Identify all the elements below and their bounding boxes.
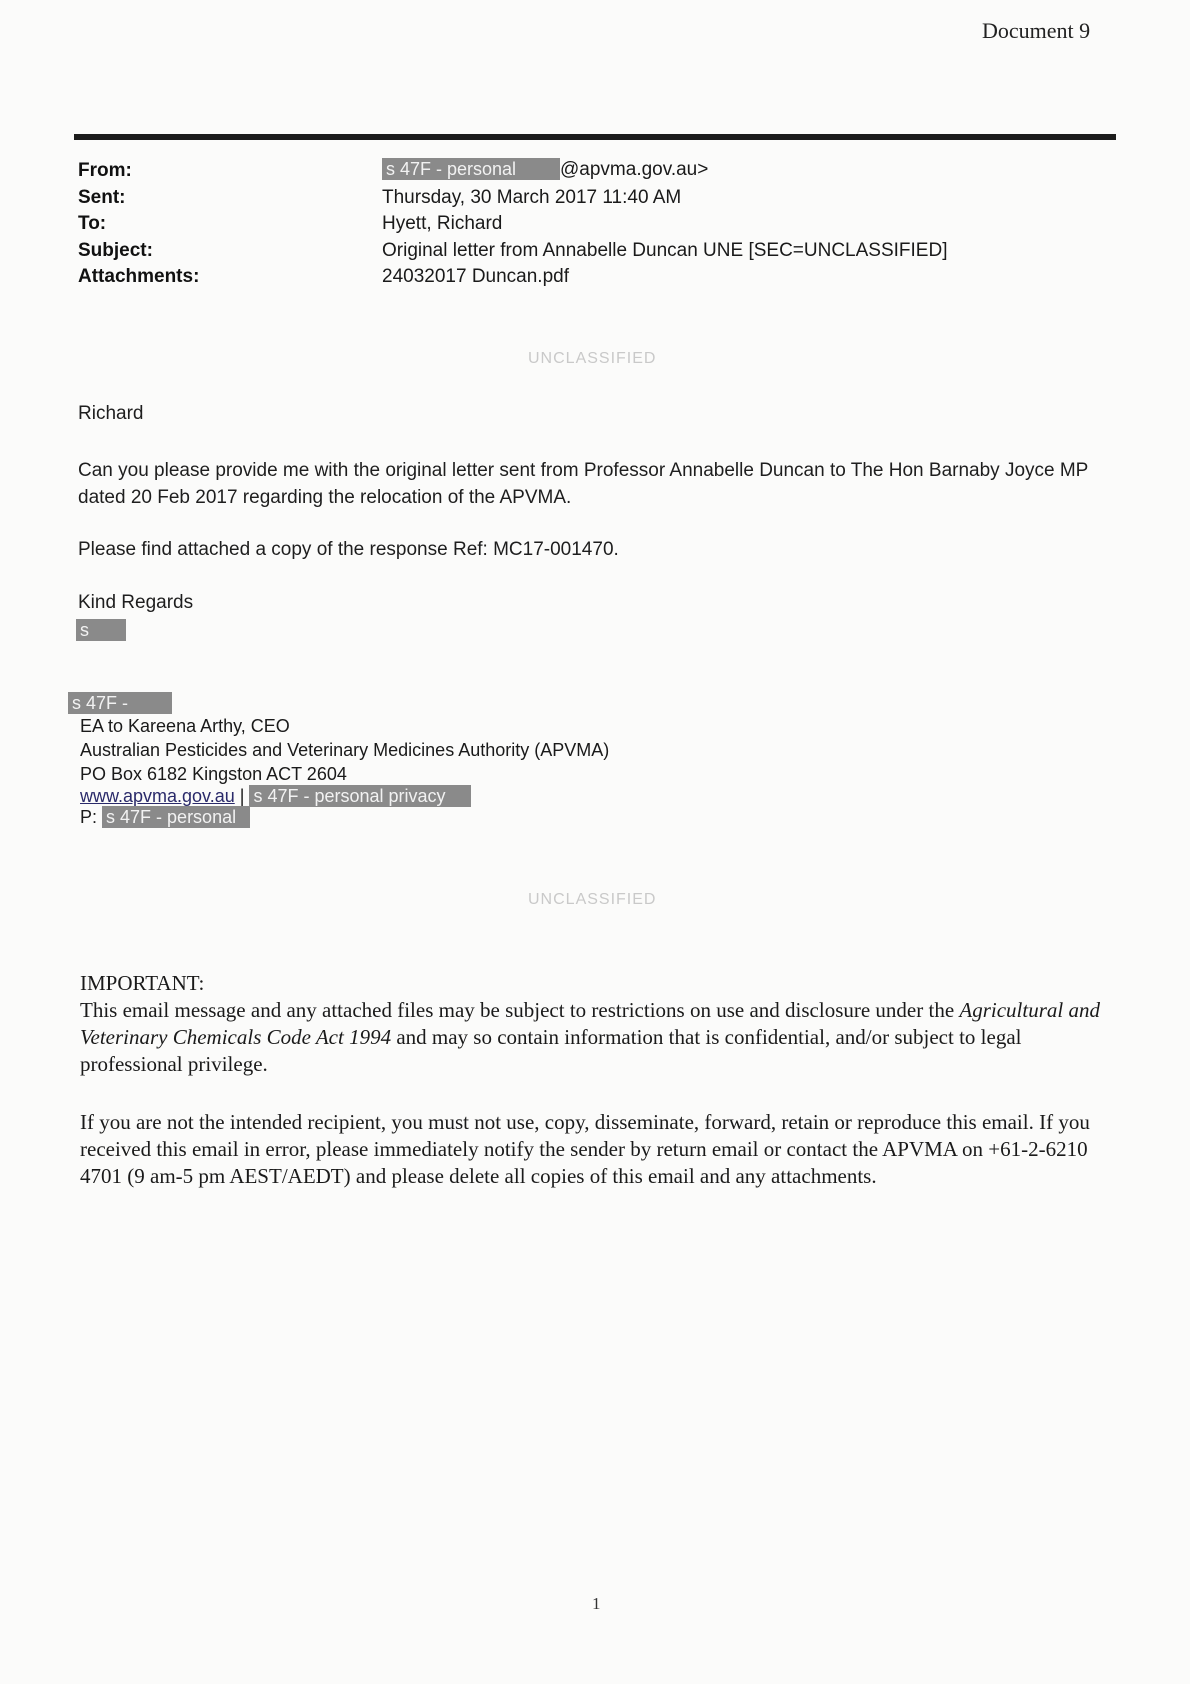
legal-paragraph-1 xyxy=(80,997,1120,1078)
redaction-box: s xyxy=(76,619,126,641)
page-number: 1 xyxy=(592,1594,601,1613)
legal-text: This email message and any attached files may be subject to restrictions on use and disclosure under the xyxy=(80,998,960,1022)
from-label: From: xyxy=(78,160,132,181)
separator: | xyxy=(239,786,245,806)
signature-organisation: Australian Pesticides and Veterinary Medicines Authority (APVMA) xyxy=(80,740,610,760)
subject-value: Original letter from Annabelle Duncan UNE [SEC=UNCLASSIFIED] xyxy=(382,240,948,261)
closing-redaction xyxy=(76,619,126,641)
attachments-label: Attachments: xyxy=(78,266,200,287)
header-divider xyxy=(74,134,1116,140)
to-value: Hyett, Richard xyxy=(382,213,503,234)
signature-web-line xyxy=(80,785,471,807)
redaction-box: s 47F - personal xyxy=(382,158,560,180)
phone-label: P: xyxy=(80,807,98,827)
from-value xyxy=(382,158,708,181)
classification-marking-bottom: UNCLASSIFIED xyxy=(528,891,657,908)
signature-phone-line xyxy=(80,806,250,828)
from-domain: @apvma.gov.au> xyxy=(560,159,709,180)
act-title: Agricultural and Veterinary Chemicals Code Act 1994 xyxy=(80,998,1100,1049)
redaction-box: s 47F - personal privacy xyxy=(249,785,471,807)
signature-role: EA to Kareena Arthy, CEO xyxy=(80,716,290,736)
body-paragraph-2: Please find attached a copy of the response Ref: MC17-001470. xyxy=(78,539,619,560)
closing: Kind Regards xyxy=(78,592,194,613)
to-label: To: xyxy=(78,213,107,234)
signature-address: PO Box 6182 Kingston ACT 2604 xyxy=(80,764,347,784)
attachment-filename: 24032017 Duncan.pdf xyxy=(382,266,569,287)
redaction-box: s 47F - personal xyxy=(102,806,250,828)
legal-text: and may so contain information that is confidential, and/or subject to legal professional privilege. xyxy=(80,1025,1022,1076)
document-number: Document 9 xyxy=(982,18,1091,43)
sent-value: Thursday, 30 March 2017 11:40 AM xyxy=(382,187,682,208)
body-paragraph-1: Can you please provide me with the original letter sent from Professor Annabelle Duncan to The Hon Barnaby Joyce MP dated 20 Feb 2017 regarding the relocation of the APVMA. xyxy=(78,460,1089,508)
legal-heading: IMPORTANT: xyxy=(80,971,205,995)
subject-label: Subject: xyxy=(78,240,153,261)
legal-paragraph-2: If you are not the intended recipient, you must not use, copy, disseminate, forward, retain or reproduce this email. If you received this email in error, please immediately notify the sender by return email or contact the APVMA on +61-2-6210 4701 (9 am-5 pm AEST/AEDT) and please delete all copies of this email and any attachments. xyxy=(80,1110,1090,1188)
website-link[interactable]: www.apvma.gov.au xyxy=(80,786,235,806)
sent-label: Sent: xyxy=(78,187,126,208)
signature-name-redaction xyxy=(68,692,172,714)
classification-marking-top: UNCLASSIFIED xyxy=(528,350,657,367)
greeting: Richard xyxy=(78,403,144,424)
redaction-box: s 47F - xyxy=(68,692,172,714)
